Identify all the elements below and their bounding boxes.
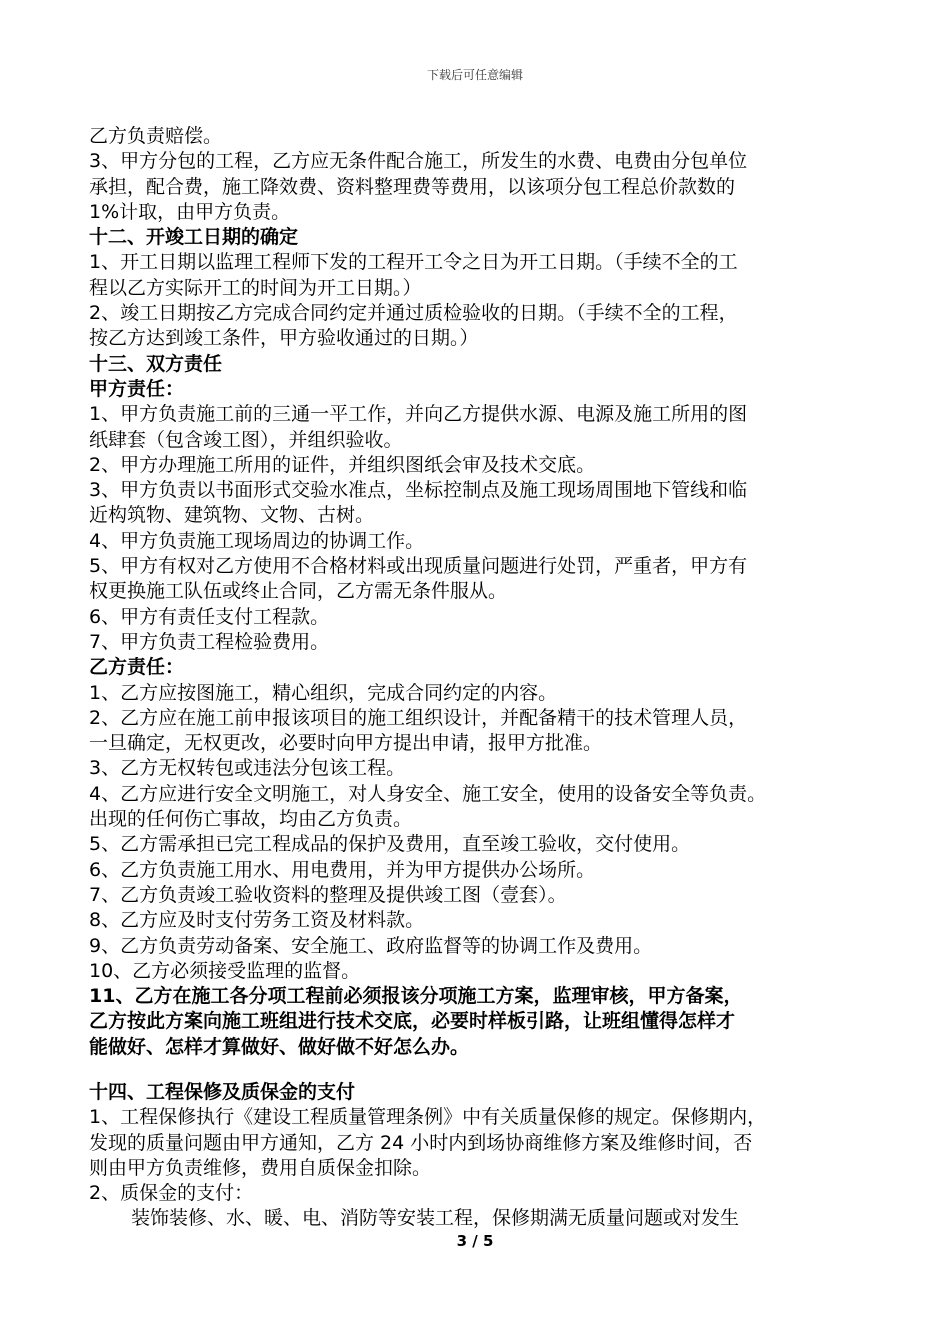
text-line: 5、甲方有权对乙方使用不合格材料或出现质量问题进行处罚，严重者，甲方有 — [89, 555, 748, 578]
text-line: 9、乙方负责劳动备案、安全施工、政府监督等的协调工作及费用。 — [89, 934, 653, 957]
text-line: 承担，配合费，施工降效费、资料整理费等费用，以该项分包工程总价款数的 — [89, 175, 736, 198]
page-number: 3 / 5 — [456, 1232, 494, 1250]
text-line: 1、乙方应按图施工，精心组织，完成合同约定的内容。 — [89, 681, 558, 704]
text-line: 纸肆套（包含竣工图），并组织验收。 — [89, 428, 403, 451]
text-line: 3、乙方无权转包或违法分包该工程。 — [89, 757, 406, 780]
text-line: 2、质保金的支付： — [89, 1182, 254, 1205]
text-line: 7、甲方负责工程检验费用。 — [89, 630, 330, 653]
page-header: 下载后可任意编辑 — [426, 68, 523, 82]
text-line: 出现的任何伤亡事故，均由乙方负责。 — [89, 808, 413, 831]
text-line: 1、开工日期以监理工程师下发的工程开工令之日为开工日期。（手续不全的工 — [89, 251, 738, 274]
text-line: 近构筑物、建筑物、文物、古树。 — [89, 504, 375, 527]
text-line: 5、乙方需承担已完工程成品的保护及费用，直至竣工验收，交付使用。 — [89, 833, 691, 856]
subheading-party-a: 甲方责任： — [89, 377, 185, 400]
text-line: 发现的质量问题由甲方通知，乙方 24 小时内到场协商维修方案及维修时间，否 — [89, 1131, 753, 1154]
text-line: 2、乙方应在施工前申报该项目的施工组织设计，并配备精干的技术管理人员， — [89, 706, 748, 729]
text-line: 3、甲方负责以书面形式交验水准点，坐标控制点及施工现场周围地下管线和临 — [89, 479, 748, 502]
text-line: 权更换施工队伍或终止合同，乙方需无条件服从。 — [89, 580, 508, 603]
blank-line — [89, 1060, 869, 1080]
text-line-bold: 能做好、怎样才算做好、做好做不好怎么办。 — [89, 1035, 470, 1058]
text-line: 乙方负责赔偿。 — [89, 125, 223, 147]
text-line-indented: 装饰装修、水、暖、电、消防等安装工程，保修期满无质量问题或对发生 — [131, 1207, 740, 1230]
text-line: 8、乙方应及时支付劳务工资及材料款。 — [89, 909, 425, 932]
text-line: 按乙方达到竣工条件，甲方验收通过的日期。） — [89, 327, 479, 350]
text-line: 2、甲方办理施工所用的证件，并组织图纸会审及技术交底。 — [89, 453, 596, 476]
text-line: 4、甲方负责施工现场周边的协调工作。 — [89, 529, 425, 552]
text-line: 则由甲方负责维修，费用自质保金扣除。 — [89, 1156, 432, 1179]
text-line: 6、乙方负责施工用水、用电费用，并为甲方提供办公场所。 — [89, 858, 596, 881]
text-line: 1、甲方负责施工前的三通一平工作，并向乙方提供水源、电源及施工所用的图 — [89, 403, 748, 426]
text-line: 程以乙方实际开工的时间为开工日期。） — [89, 276, 422, 299]
text-line: 6、甲方有责任支付工程款。 — [89, 605, 330, 628]
text-line: 2、竣工日期按乙方完成合同约定并通过质检验收的日期。（手续不全的工程， — [89, 302, 738, 325]
text-line-bold: 乙方按此方案向施工班组进行技术交底，必要时样板引路，让班组懂得怎样才 — [89, 1010, 736, 1033]
document-body — [89, 124, 869, 1232]
subheading-party-b: 乙方责任： — [89, 656, 185, 679]
text-line: 4、乙方应进行安全文明施工，对人身安全、施工安全，使用的设备安全等负责。 — [89, 782, 767, 805]
text-line: 3、甲方分包的工程，乙方应无条件配合施工，所发生的水费、电费由分包单位 — [89, 150, 748, 173]
section-heading-12: 十二、开竣工日期的确定 — [89, 226, 299, 249]
text-line: 10、乙方必须接受监理的监督。 — [89, 959, 361, 982]
text-line: 7、乙方负责竣工验收资料的整理及提供竣工图（壹套）。 — [89, 883, 567, 906]
text-line: 1%计取，由甲方负责。 — [89, 200, 291, 223]
text-line: 1、工程保修执行《建设工程质量管理条例》中有关质量保修的规定。保修期内， — [89, 1106, 767, 1129]
section-heading-13: 十三、双方责任 — [89, 352, 223, 375]
section-heading-14: 十四、工程保修及质保金的支付 — [89, 1080, 356, 1103]
text-line: 一旦确定，无权更改，必要时向甲方提出申请，报甲方批准。 — [89, 732, 603, 755]
text-line-bold: 11、乙方在施工各分项工程前必须报该分项施工方案，监理审核，甲方备案， — [89, 985, 743, 1008]
